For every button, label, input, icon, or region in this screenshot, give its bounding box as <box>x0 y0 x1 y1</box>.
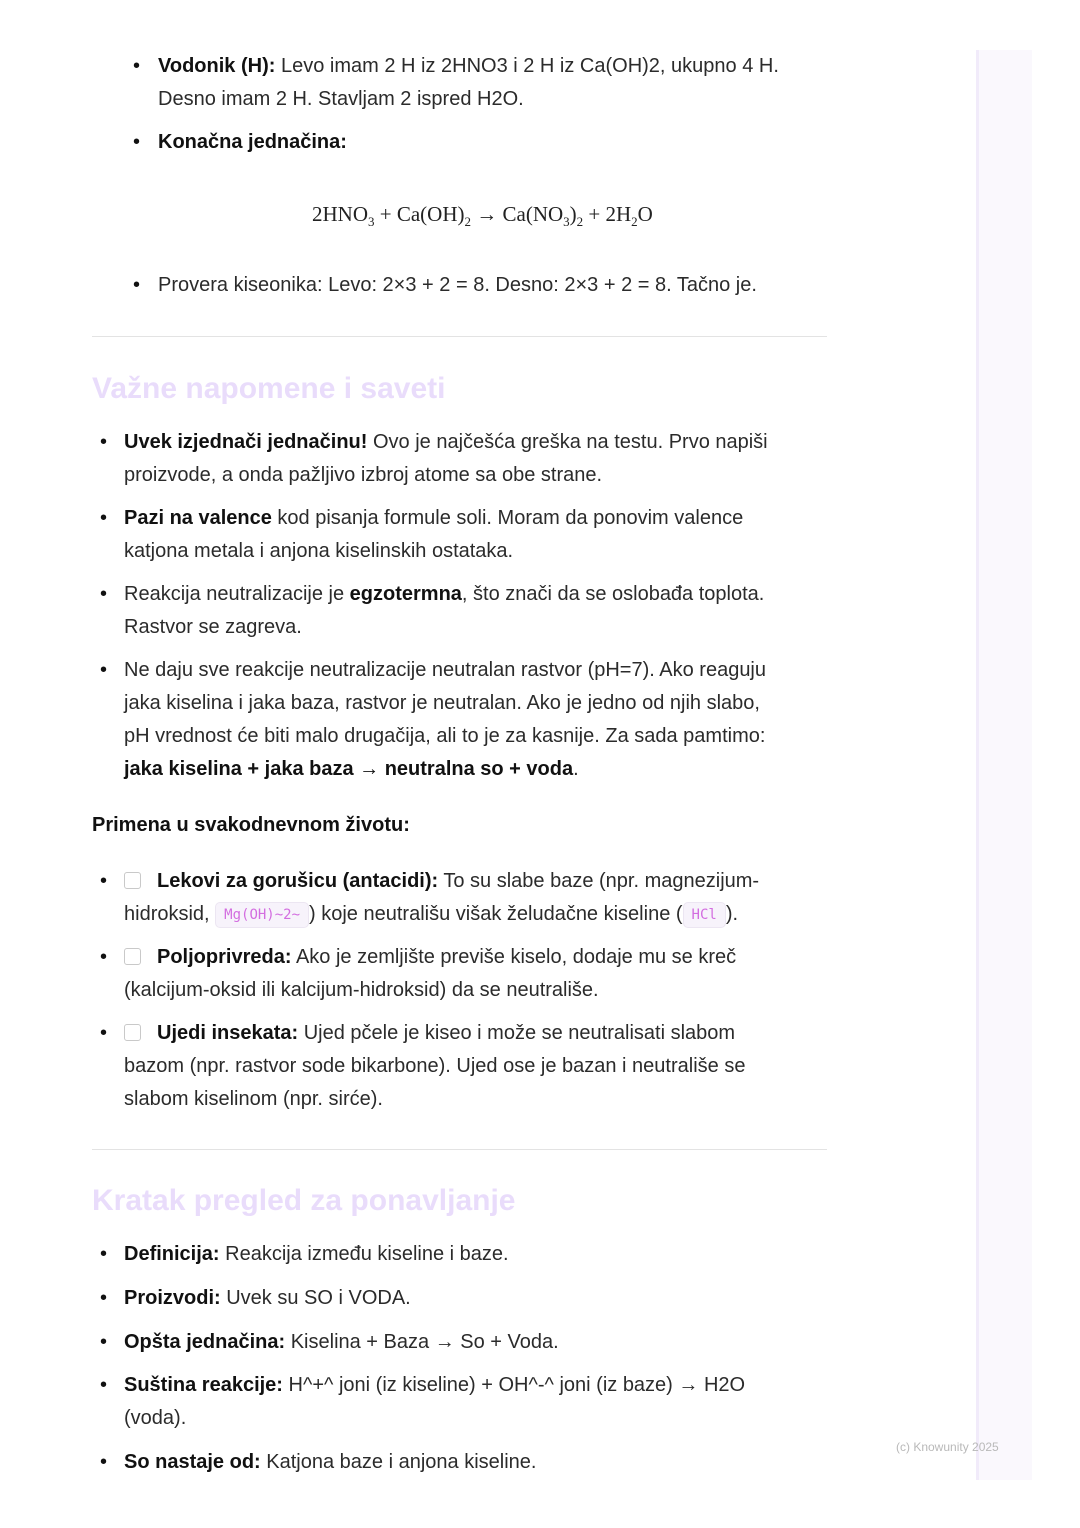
divider <box>92 1149 827 1150</box>
list-item: Ne daju sve reakcije neutralizacije neutralan rastvor (pH=7). Ako reaguju <box>124 659 767 681</box>
list-item-line2: katjona metala i anjona kiselinskih ostataka. <box>124 540 514 562</box>
margin-sidebar-border <box>976 50 979 1480</box>
list-item-label: Konačna jednačina: <box>158 131 347 153</box>
bullet-dot: • <box>133 131 141 153</box>
checklist-item-line2: hidroksid, Mg(OH)~2~ ) koje neutrališu višak želudačne kiseline ( HCl ). <box>124 898 738 931</box>
list-item: Uvek izjednači jednačinu! Ovo je najčešća greška na testu. Prvo napiši <box>124 431 768 453</box>
bullet-dot: • <box>100 507 108 529</box>
inline-code-hcl: HCl <box>683 902 726 928</box>
bullet-dot: • <box>100 659 108 681</box>
list-item-provera: Provera kiseonika: Levo: 2×3 + 2 = 8. Desno: 2×3 + 2 = 8. Tačno je. <box>158 274 757 296</box>
list-item: Reakcija neutralizacije je egzotermna, što znači da se oslobađa toplota. <box>124 583 765 605</box>
summary-item: So nastaje od: Katjona baze i anjona kiseline. <box>124 1451 537 1473</box>
list-item-text-line2: Desno imam 2 H. Stavljam 2 ispred H2O. <box>158 88 524 110</box>
list-item-label: Vodonik (H): <box>158 55 276 77</box>
inline-code-mgoh2: Mg(OH)~2~ <box>215 902 309 928</box>
bullet-dot: • <box>100 1243 108 1265</box>
subheading: Primena u svakodnevnom životu: <box>92 814 410 836</box>
list-item-line2: jaka kiselina i jaka baza, rastvor je neutralan. Ako je jedno od njih slabo, <box>124 692 760 714</box>
watermark: (c) Knowunity 2025 <box>896 1440 999 1454</box>
checkbox[interactable] <box>124 872 141 889</box>
margin-sidebar <box>976 50 1032 1480</box>
list-item: Pazi na valence kod pisanja formule soli. Moram da ponovim valence <box>124 507 744 529</box>
summary-item-line2: (voda). <box>124 1407 187 1429</box>
list-item-konacna <box>158 126 347 159</box>
checklist-item-ujedi: Ujedi insekata: Ujed pčele je kiseo i može se neutralisati slabom <box>124 1017 735 1050</box>
bullet-dot: • <box>100 1331 108 1353</box>
bullet-dot: • <box>100 1022 108 1044</box>
checkbox[interactable] <box>124 1024 141 1041</box>
bullet-dot: • <box>100 946 108 968</box>
bullet-dot: • <box>100 431 108 453</box>
summary-item: Suština reakcije: H^+^ joni (iz kiseline) + OH^-^ joni (iz baze) → H2O <box>124 1374 746 1396</box>
list-item-line2: proizvode, a onda pažljivo izbroj atome sa obe strane. <box>124 464 603 486</box>
section-heading: Kratak pregled za ponavljanje <box>92 1184 516 1217</box>
list-item-text: Levo imam 2 H iz 2HNO3 i 2 H iz Ca(OH)2, ukupno 4 H. <box>275 55 779 77</box>
bullet-dot: • <box>100 583 108 605</box>
bullet-dot: • <box>100 1451 108 1473</box>
list-item-line2: Rastvor se zagreva. <box>124 616 302 638</box>
checklist-item-poljoprivreda: Poljoprivreda: Ako je zemljište previše kiselo, dodaje mu se kreč <box>124 941 736 974</box>
checklist-item-line3: slabom kiselinom (npr. sirće). <box>124 1088 383 1110</box>
bullet-dot: • <box>100 1374 108 1396</box>
chemical-equation: $2HNO_3 + Ca(OH)_2 \to Ca(NO_3)_2 + 2H_2O$ <box>312 202 653 230</box>
bullet-dot: • <box>133 274 141 296</box>
summary-item: Opšta jednačina: Kiselina + Baza → So + Voda. <box>124 1331 559 1353</box>
list-item-line3: pH vrednost će biti malo drugačija, ali to je za kasnije. Za sada pamtimo: <box>124 725 766 747</box>
bullet-dot: • <box>100 1287 108 1309</box>
list-item-vodonik <box>158 50 779 83</box>
checklist-item-line2: bazom (npr. rastvor sode bikarbone). Ujed ose je bazan i neutrališe se <box>124 1055 746 1077</box>
checkbox[interactable] <box>124 948 141 965</box>
summary-item: Proizvodi: Uvek su SO i VODA. <box>124 1287 411 1309</box>
list-item-line4: jaka kiselina + jaka baza → neutralna so + voda. <box>124 758 579 780</box>
bullet-dot: • <box>133 55 141 77</box>
summary-item: Definicija: Reakcija između kiseline i baze. <box>124 1243 509 1265</box>
checklist-item-line2: (kalcijum-oksid ili kalcijum-hidroksid) da se neutrališe. <box>124 979 599 1001</box>
checklist-item-antacidi: Lekovi za gorušicu (antacidi): To su slabe baze (npr. magnezijum- <box>124 865 759 898</box>
divider <box>92 336 827 337</box>
section-heading: Važne napomene i saveti <box>92 372 446 405</box>
bullet-dot: • <box>100 870 108 892</box>
